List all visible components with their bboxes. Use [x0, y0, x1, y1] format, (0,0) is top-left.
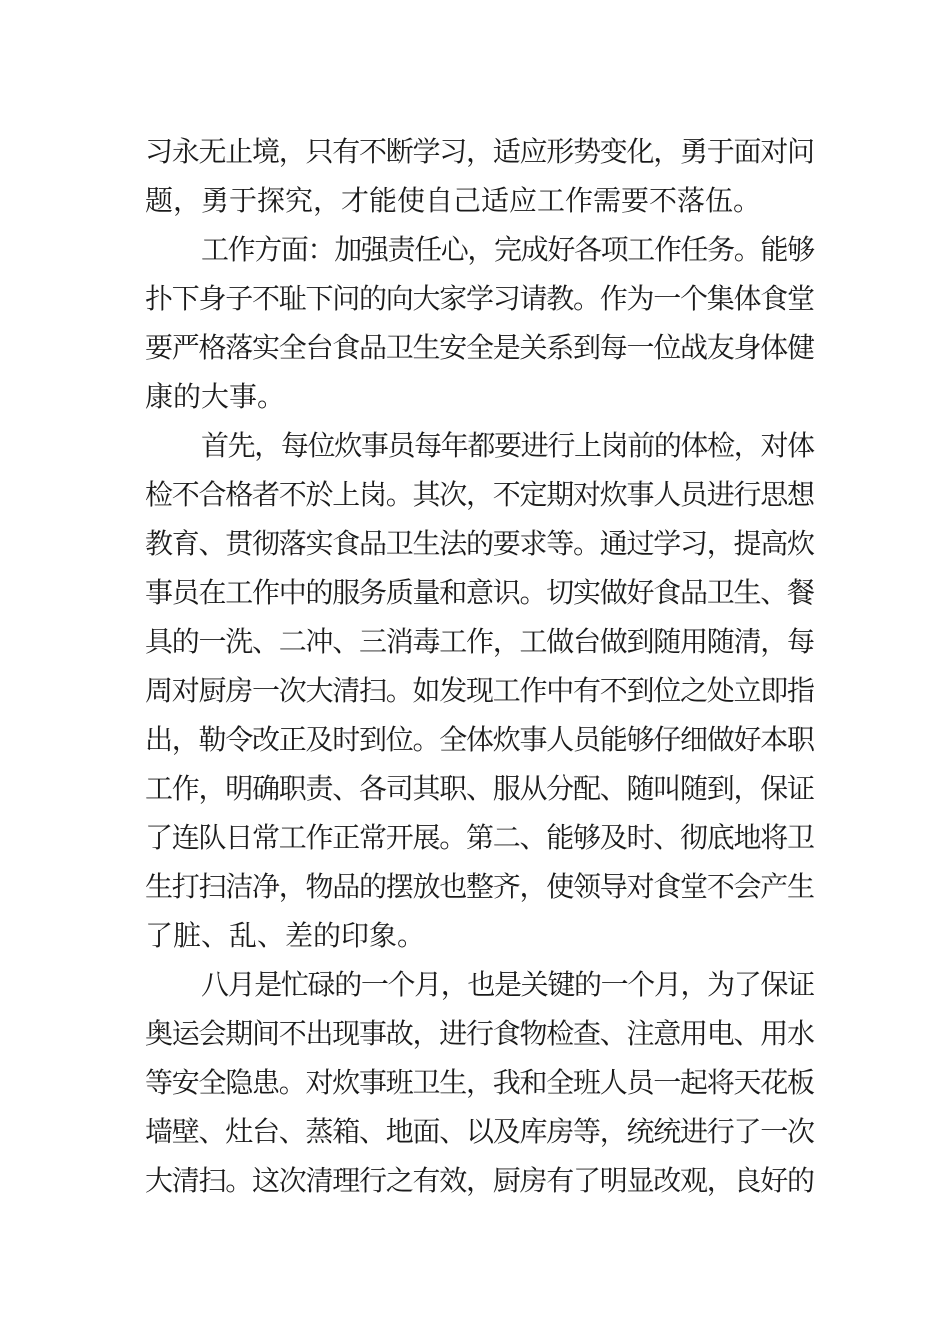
- document-body: [145, 127, 815, 1205]
- text-line: 习永无止境，只有不断学习，适应形势变化，勇于面对问: [145, 135, 814, 168]
- paragraph-start-line: 工作方面：加强责任心，完成好各项工作任务。能够: [201, 233, 814, 266]
- text-line: 具的一洗、二冲、三消毒工作，工做台做到随用随清，每: [145, 625, 814, 658]
- text-line: 事员在工作中的服务质量和意识。切实做好食品卫生、餐: [145, 576, 814, 609]
- text-line: 工作，明确职责、各司其职、服从分配、随叫随到，保证: [145, 772, 814, 805]
- paragraph-start-line: 首先，每位炊事员每年都要进行上岗前的体检，对体: [201, 429, 814, 462]
- paragraph-start-line: 八月是忙碌的一个月，也是关键的一个月，为了保证: [201, 968, 814, 1001]
- text-line: 出，勒令改正及时到位。全体炊事人员能够仔细做好本职: [145, 723, 814, 756]
- text-line: 奥运会期间不出现事故，进行食物检查、注意用电、用水: [145, 1017, 814, 1050]
- text-line: 墙壁、灶台、蒸箱、地面、以及库房等，统统进行了一次: [145, 1115, 814, 1148]
- text-line: 等安全隐患。对炊事班卫生，我和全班人员一起将天花板: [145, 1066, 814, 1099]
- text-line: 周对厨房一次大清扫。如发现工作中有不到位之处立即指: [145, 674, 814, 707]
- text-line: 题，勇于探究，才能使自己适应工作需要不落伍。: [145, 184, 762, 217]
- text-line: 了脏、乱、差的印象。: [145, 919, 426, 952]
- text-line: 生打扫洁净，物品的摆放也整齐，使领导对食堂不会产生: [145, 870, 814, 903]
- text-line: 扑下身子不耻下问的向大家学习请教。作为一个集体食堂: [145, 282, 814, 315]
- text-line: 检不合格者不於上岗。其次，不定期对炊事人员进行思想: [145, 478, 814, 511]
- text-line: 要严格落实全台食品卫生安全是关系到每一位战友身体健: [145, 331, 814, 364]
- text-line: 大清扫。这次清理行之有效，厨房有了明显改观，良好的: [145, 1164, 814, 1197]
- text-line: 了连队日常工作正常开展。第二、能够及时、彻底地将卫: [145, 821, 814, 854]
- text-line: 教育、贯彻落实食品卫生法的要求等。通过学习，提高炊: [145, 527, 814, 560]
- text-line: 康的大事。: [145, 380, 286, 413]
